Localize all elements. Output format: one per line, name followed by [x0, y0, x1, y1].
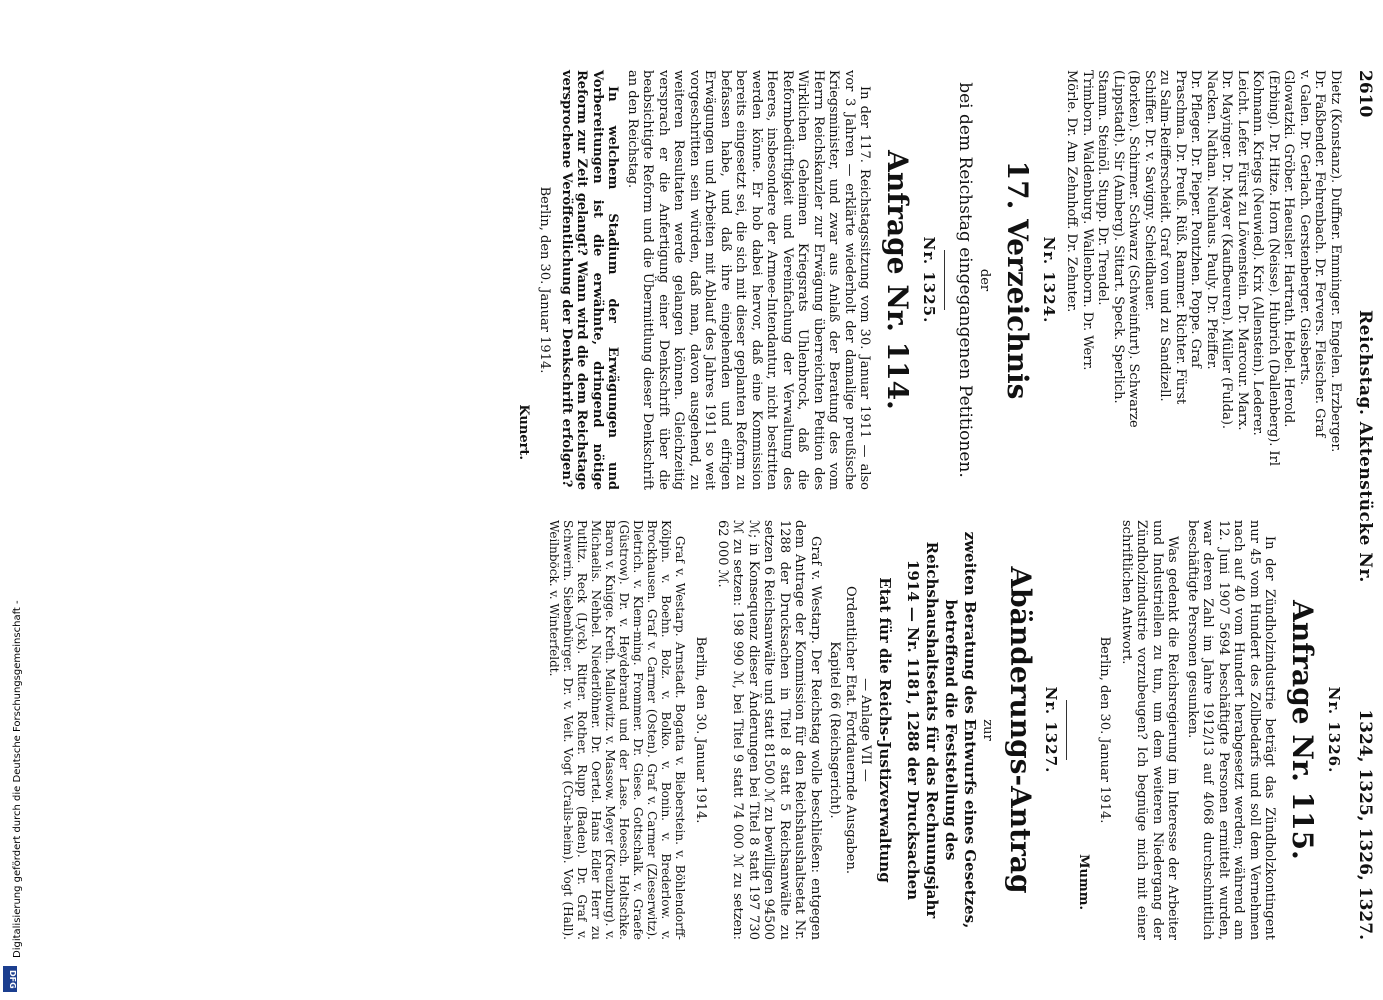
left-column — [508, 70, 1344, 490]
signatory-line: v. Galen. Dr. Gerlach. Gerstenberger. Giesberts. — [1297, 70, 1312, 385]
antrag-signers: Graf v. Westarp. Arnstadt. Bogatta v. Bieberstein. v. Böhlendorff-Kölpin. v. Boehn. Bolz. v. Bolko. v. Bonin. v. Brederlow. v. Brockhausen. Graf v. Carmer (Osten). Graf v. Carmer (Zieserwitz). Dietrich. v. Klem-ming. Frommer. Dr. Giese. Gottschalk. v. Graefe (Güstrow). Dr. v. Heydebrand und der Lase. Hoesch. Holtschke. Baron v. Knigge. Kreth. Mallowitz. v. Massow. Meyer (Kreuzburg). v. Michaelis. Nehbel. Niederlöhner. Dr. Oertel. Hans Edler Herr zu Putlitz. Reck (Lyck). Ritter. Rother. Rupp (Baden). Dr. Graf v. Schwerin. Siebenbürger. Dr. v. Veit. Vogt (Crails-heim). Vogt (Hall). Weilnböck. v. Winterfeldt. — [547, 520, 687, 940]
page-header — [1351, 70, 1375, 940]
ausgaben-label: Ordentlicher Etat. Fortdauernde Ausgaben. — [843, 586, 858, 874]
signatory-line: (Erbing). Dr. Hitze. Horn (Neisse). Hubrich (Dallenberg). Irl — [1266, 70, 1281, 467]
signatory-line: Stamm. Steinöl. Stupp. Dr. Trendel. — [1095, 70, 1111, 306]
signatory-line: Dr. Mayinger. Dr. Mayer (Kaufbeuren). Müller (Fulda). — [1219, 70, 1235, 430]
der-label: der — [977, 268, 993, 292]
page-number: 2610 — [1355, 70, 1375, 118]
petitionen-subtitle: bei dem Reichstag eingegangenen Petitionen. — [955, 82, 975, 478]
divider — [944, 250, 945, 310]
dfg-credit-text: Digitalisierung gefördert durch die Deutsche Forschungsgemeinschaft - — [12, 600, 23, 958]
signatory-line: Leicht. Lefer. Fürst zu Löwenstein. Dr. Marcour. Marx. — [1235, 70, 1250, 431]
anfrage-115-signature: Mumm. — [1076, 854, 1091, 910]
anfrage-115-body: In der Zündholzindustrie beträgt das Zündholzkontingent nur 45 vom Hundert des Zollbedarfs und soll dem Vernehmen nach auf 40 vom Hundert herabgesetzt werden; während am 12. Juni 1907 5694 beschäftigte Personen ermittelt wurden, war deren Zahl im Jahre 1912/13 auf 4068 durchschnittlich beschäftigte Personen gesunken. — [1185, 520, 1278, 940]
antrag-body: Graf v. Westarp. Der Reichstag wolle beschließen: entgegen dem Antrage der Kommission für den Reichshaushaltsetat Nr. 1288 der Drucksachen in Titel 8 statt 5 Reichsanwälte zu setzen 6 Reichsanwälte und statt 81500 ℳ zu bewilligen 94500 ℳ; in Konsequenz dieser Änderungen bei Titel 8 statt 197 730 ℳ zu setzen: 198 990 ℳ, bei Titel 9 statt 74 000 ℳ zu setzen: 62 000 ℳ. — [715, 520, 823, 940]
nr-1325-heading: Nr. 1325. — [920, 236, 938, 324]
nr-1326-heading: Nr. 1326. — [1325, 686, 1343, 774]
anfrage-114-date: Berlin, den 30. Januar 1914. — [537, 186, 553, 374]
signatory-line: Dr. Pfleger. Dr. Pieper. Pontzhen. Poppe. Graf — [1188, 70, 1204, 368]
document-numbers: 1324, 1325, 1326, 1327. — [1355, 709, 1375, 940]
signatory-line: zu Salm-Reifferscheidt. Graf von und zu Sandizell. — [1157, 70, 1173, 402]
anfrage-115-title: Anfrage Nr. 115. — [1286, 600, 1320, 860]
anfrage-114-title: Anfrage Nr. 114. — [881, 150, 915, 410]
anfrage-114-signature: Kunert. — [516, 404, 531, 460]
anfrage-115-question: Was gedenkt die Reichsregierung im Interesse der Arbeiter und Industriellen zu tun, um dem weiteren Niedergang der Zündholzindustrie vorzubeugen? Ich begnüge mich mit einer schriftlichen Antwort. — [1119, 520, 1181, 940]
signatory-line: (Lippstadt). Sir (Amberg). Sittart. Speck. Sperlich. — [1111, 70, 1126, 404]
signatory-line: Nacken. Nathan. Neuhaus. Pauly. Dr. Pfeiffer. — [1204, 70, 1219, 370]
signatory-list — [1064, 70, 1343, 490]
nr-1327-heading: Nr. 1327. — [1042, 686, 1061, 774]
signatory-line: Trimborn. Waldenburg. Wallenborn. Dr. Werr. — [1080, 70, 1095, 371]
divider — [1067, 700, 1068, 760]
signatory-line: Kohmann. Kriegs (Neuwied). Krix (Allenstein). Lederer. — [1250, 70, 1266, 436]
zur-label: zur — [980, 719, 995, 741]
etat-heading: Etat für die Reichs-Justizverwaltung — [876, 577, 895, 883]
kapitel-label: Kapitel 66 (Reichsgericht). — [827, 641, 843, 819]
anfrage-115-date: Berlin, den 30. Januar 1914. — [1097, 636, 1113, 824]
anlage-label: — Anlage VII — — [858, 678, 874, 782]
nr-1324-heading: Nr. 1324. — [1040, 236, 1058, 324]
anfrage-114-question: In welchem Stadium der Erwägungen und Vorbereitungen ist die erwähnte, dringend nötige Reform zur Zeit gelangt? Wann wird die dem Reichstage versprochene Veröffentlichung der Denkschrift erfolgen? — [559, 70, 621, 490]
signatory-line: Dietz (Konstanz). Duffner. Emminger. Engelen. Erzberger. — [1328, 70, 1343, 453]
signatory-line: Glowatzki. Gröber. Haeusler. Hartrath. Hebel. Herold. — [1281, 70, 1297, 428]
verzeichnis-title: 17. Verzeichnis — [1001, 160, 1035, 400]
signatory-line: Schiffer. Dr. v. Savigny. Scheidhauer. — [1142, 70, 1157, 311]
dfg-logo: DFG — [3, 966, 17, 992]
abaenderungs-antrag-title: Abänderungs-Antrag — [1004, 566, 1037, 894]
signatory-line: Dr. Faßbender. Fehrenbach. Dr. Fervers. Fleischer. Graf — [1312, 70, 1328, 438]
antrag-date: Berlin, den 30. Januar 1914. — [693, 636, 709, 824]
signatory-line: Praschma. Dr. Preuß. Rüß. Rammer. Richter. Fürst — [1173, 70, 1188, 405]
anfrage-114-body: In der 117. Reichstagssitzung vom 30. Januar 1911 — also vor 3 Jahren — erklärte wiederholt der damalige preußische Kriegsminister, und zwar aus Anlaß der Beratung des vom Herrn Reichskanzler zur Erwägung überreichten Petition des Wirklichen Geheimen Kriegsrats Uhlenbrock, daß die Reformbedürftigkeit und Vereinfachung der Verwaltung des Heeres, insbesondere der Armee-Intendantur, nicht bestritten werden könne. Er hob dabei hervor, daß eine Kommission bereits eingesetzt sei, die sich mit dieser geplanten Reform zu befassen habe, und daß ihre eingehenden und eifrigen Erwägungen und Arbeiten mit Ablauf des Jahres 1911 so weit vorgeschritten sein würden, daß man, davon ausgehend, zu weiteren Resultaten werde gelangen können. Gleichzeitig versprach er die Anfertigung einer Denkschrift über die beabsichtigte Reform und die Übermittlung dieser Denkschrift an den Reichstag. — [625, 70, 873, 490]
signatory-line: Mörle. Dr. Am Zehnhoff. Dr. Zehnter. — [1064, 70, 1080, 313]
right-column — [543, 520, 1343, 940]
antrag-subtitle: zweiten Beratung des Entwurfs eines Gesetzes, betreffend die Feststellung des Reichshaushaltsetats für das Rechnungsjahr 1914 — Nr. 1181, 1288 der Drucksachen — [904, 531, 980, 929]
signatory-line: (Borken). Schirmer. Schwarz (Schweinfurt). Schwarze — [1126, 70, 1142, 428]
running-title: Reichstag. Aktenstücke Nr. — [1355, 310, 1375, 583]
